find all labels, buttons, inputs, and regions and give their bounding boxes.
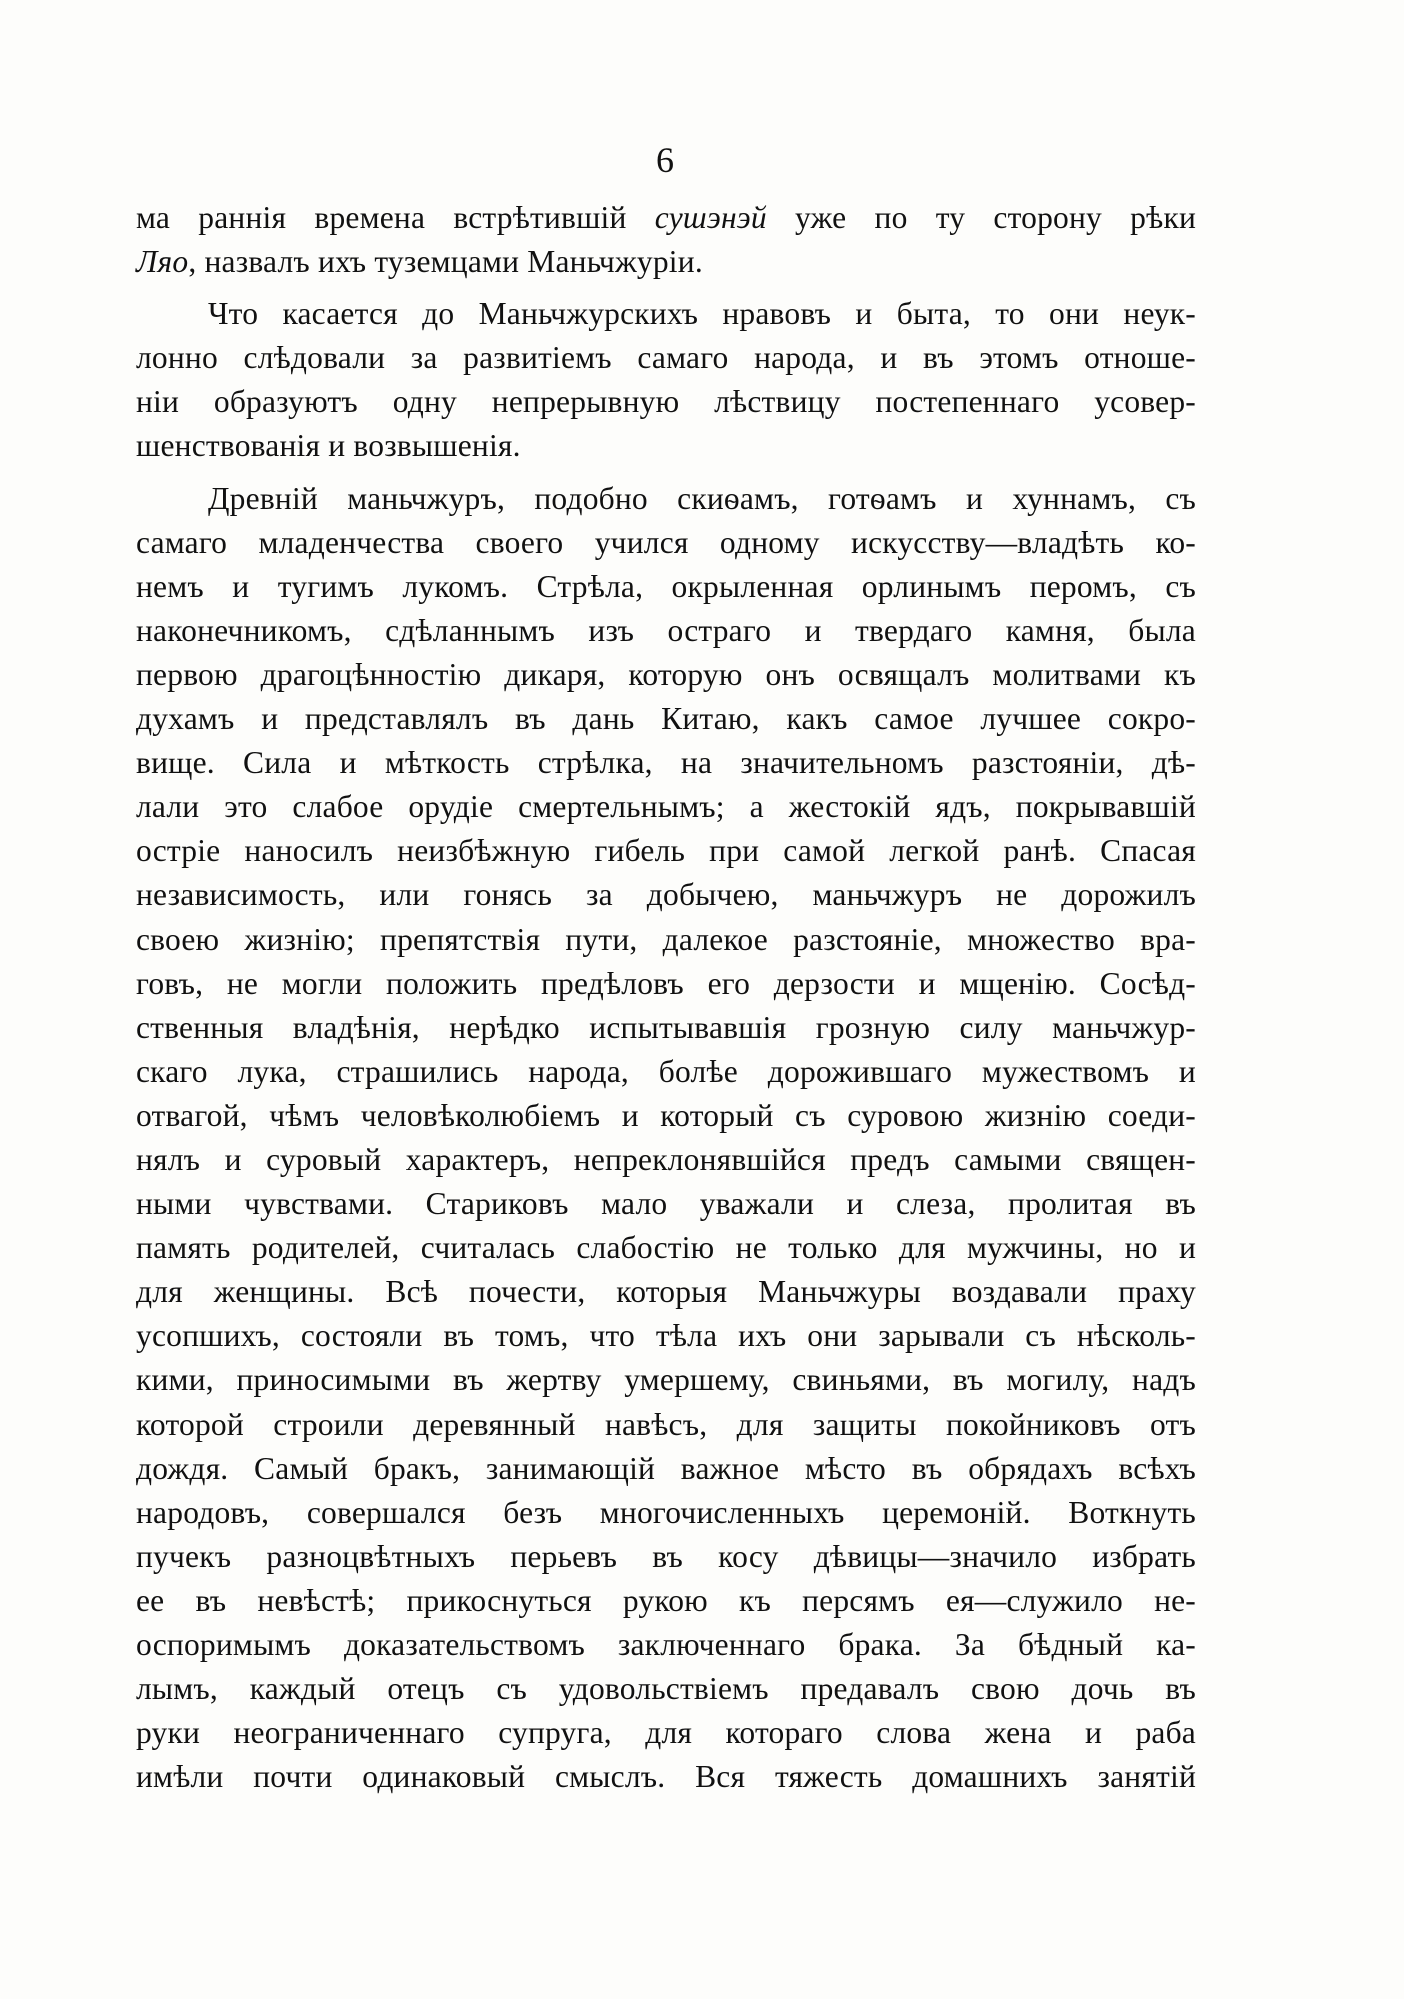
text-line [136, 1314, 1196, 1358]
text-segment: память родителей, считалась слабостію не только для мужчины, но и [136, 1230, 1196, 1266]
text-segment: лымъ, каждый отецъ съ удовольствіемъ предавалъ свою дочь въ [136, 1671, 1196, 1707]
text-segment: ніи образуютъ одну непрерывную лѣствицу постепеннаго усовер- [136, 384, 1196, 420]
text-segment: имѣли почти одинаковый смыслъ. Вся тяжесть домашнихъ занятій [136, 1759, 1196, 1795]
body-text [136, 196, 1196, 1799]
text-segment: для женщины. Всѣ почести, которыя Маньчжуры воздавали праху [136, 1274, 1196, 1310]
text-line [136, 1050, 1196, 1094]
paragraph [136, 292, 1196, 468]
text-line [136, 741, 1196, 785]
text-line [136, 196, 1196, 240]
italic-term: сушэнэй [654, 200, 767, 235]
text-segment: скаго лука, страшились народа, болѣе дорожившаго мужествомъ и [136, 1053, 1196, 1089]
italic-term: Ляо [136, 244, 189, 280]
text-segment: ственныя владѣнія, нерѣдко испытывавшія грозную силу маньчжур- [136, 1009, 1196, 1045]
text-line [136, 1403, 1196, 1447]
text-segment: , назвалъ ихъ туземцами Маньчжуріи. [188, 244, 703, 280]
text-line [136, 424, 1196, 468]
text-line [136, 1491, 1196, 1535]
text-segment: руки неограниченнаго супруга, для котораго слова жена и раба [136, 1715, 1196, 1751]
text-segment: вище. Сила и мѣткость стрѣлка, на значительномъ разстояніи, дѣ- [136, 745, 1196, 781]
text-line [136, 1447, 1196, 1491]
text-line [136, 697, 1196, 741]
text-segment: лонно слѣдовали за развитіемъ самаго народа, и въ этомъ отноше- [136, 340, 1196, 376]
text-line [136, 1711, 1196, 1755]
text-segment: самаго младенчества своего учился одному искусству—владѣть ко- [136, 524, 1196, 560]
text-segment: дождя. Самый бракъ, занимающій важное мѣсто въ обрядахъ всѣхъ [136, 1450, 1196, 1486]
paragraph [136, 477, 1196, 1800]
text-line [136, 1270, 1196, 1314]
text-line [136, 1579, 1196, 1623]
text-line [136, 1182, 1196, 1226]
text-line [136, 1138, 1196, 1182]
text-line [136, 336, 1196, 380]
text-segment: ными чувствами. Стариковъ мало уважали и слеза, пролитая въ [136, 1186, 1196, 1222]
text-line [136, 380, 1196, 424]
text-line [136, 1667, 1196, 1711]
text-line [136, 521, 1196, 565]
text-line [136, 829, 1196, 873]
text-line [136, 477, 1196, 521]
text-segment: ма раннія времена встрѣтившій [136, 200, 655, 235]
text-segment: шенствованія и возвышенія. [136, 428, 521, 464]
text-segment: усопшихъ, состояли въ томъ, что тѣла ихъ они зарывали съ нѣсколь- [136, 1318, 1196, 1354]
text-segment: говъ, не могли положить предѣловъ его дерзости и мщенію. Сосѣд- [136, 965, 1196, 1001]
text-segment: лали это слабое орудіе смертельнымъ; а жестокій ядъ, покрывавшій [136, 789, 1196, 825]
text-line [136, 962, 1196, 1006]
text-segment: Древній маньчжуръ, подобно скиѳамъ, готѳамъ и хуннамъ, съ [208, 480, 1196, 516]
paragraph [136, 196, 1196, 284]
text-segment: наконечникомъ, сдѣланнымъ изъ остраго и твердаго камня, была [136, 612, 1196, 648]
text-segment: пучекъ разноцвѣтныхъ перьевъ въ косу дѣвицы—значило избрать [136, 1538, 1196, 1574]
text-line [136, 1358, 1196, 1402]
text-line [136, 653, 1196, 697]
text-segment: которой строили деревянный навѣсъ, для защиты покойниковъ отъ [136, 1406, 1196, 1442]
text-segment: нялъ и суровый характеръ, непреклонявшійся предъ самыми священ- [136, 1141, 1196, 1177]
text-line [136, 240, 1196, 284]
text-line [136, 918, 1196, 962]
text-segment: ее въ невѣстѣ; прикоснуться рукою къ персямъ ея—служило не- [136, 1582, 1196, 1618]
text-line [136, 873, 1196, 917]
text-line [136, 1094, 1196, 1138]
text-line [136, 785, 1196, 829]
text-segment: оспоримымъ доказательствомъ заключеннаго брака. За бѣдный ка- [136, 1627, 1196, 1662]
text-segment: независимость, или гонясь за добычею, маньчжуръ не дорожилъ [136, 877, 1196, 913]
text-segment: своею жизнію; препятствія пути, далекое разстояніе, множество вра- [136, 921, 1196, 957]
text-line [136, 565, 1196, 609]
text-segment: кими, приносимыми въ жертву умершему, свиньями, въ могилу, надъ [136, 1362, 1196, 1398]
text-segment: немъ и тугимъ лукомъ. Стрѣла, окрыленная орлинымъ перомъ, съ [136, 568, 1196, 604]
text-segment: отвагой, чѣмъ человѣколюбіемъ и который съ суровою жизнію соеди- [136, 1097, 1196, 1133]
text-segment: остріе наносилъ неизбѣжную гибель при самой легкой ранѣ. Спасая [136, 833, 1196, 869]
text-line [136, 292, 1196, 336]
text-line [136, 1755, 1196, 1799]
text-segment: первою драгоцѣнностію дикаря, которую онъ освящалъ молитвами къ [136, 656, 1196, 692]
text-line [136, 1006, 1196, 1050]
text-line [136, 1535, 1196, 1579]
text-line [136, 1623, 1196, 1667]
page-number: 6 [656, 140, 674, 180]
text-segment: Что касается до Маньчжурскихъ нравовъ и быта, то они неук- [208, 296, 1196, 332]
text-segment: народовъ, совершался безъ многочисленныхъ церемоній. Воткнуть [136, 1494, 1196, 1530]
text-line [136, 1226, 1196, 1270]
text-line [136, 609, 1196, 653]
text-segment: уже по ту сторону рѣки [766, 200, 1197, 235]
text-segment: духамъ и представлялъ въ дань Китаю, какъ самое лучшее сокро- [136, 701, 1196, 737]
